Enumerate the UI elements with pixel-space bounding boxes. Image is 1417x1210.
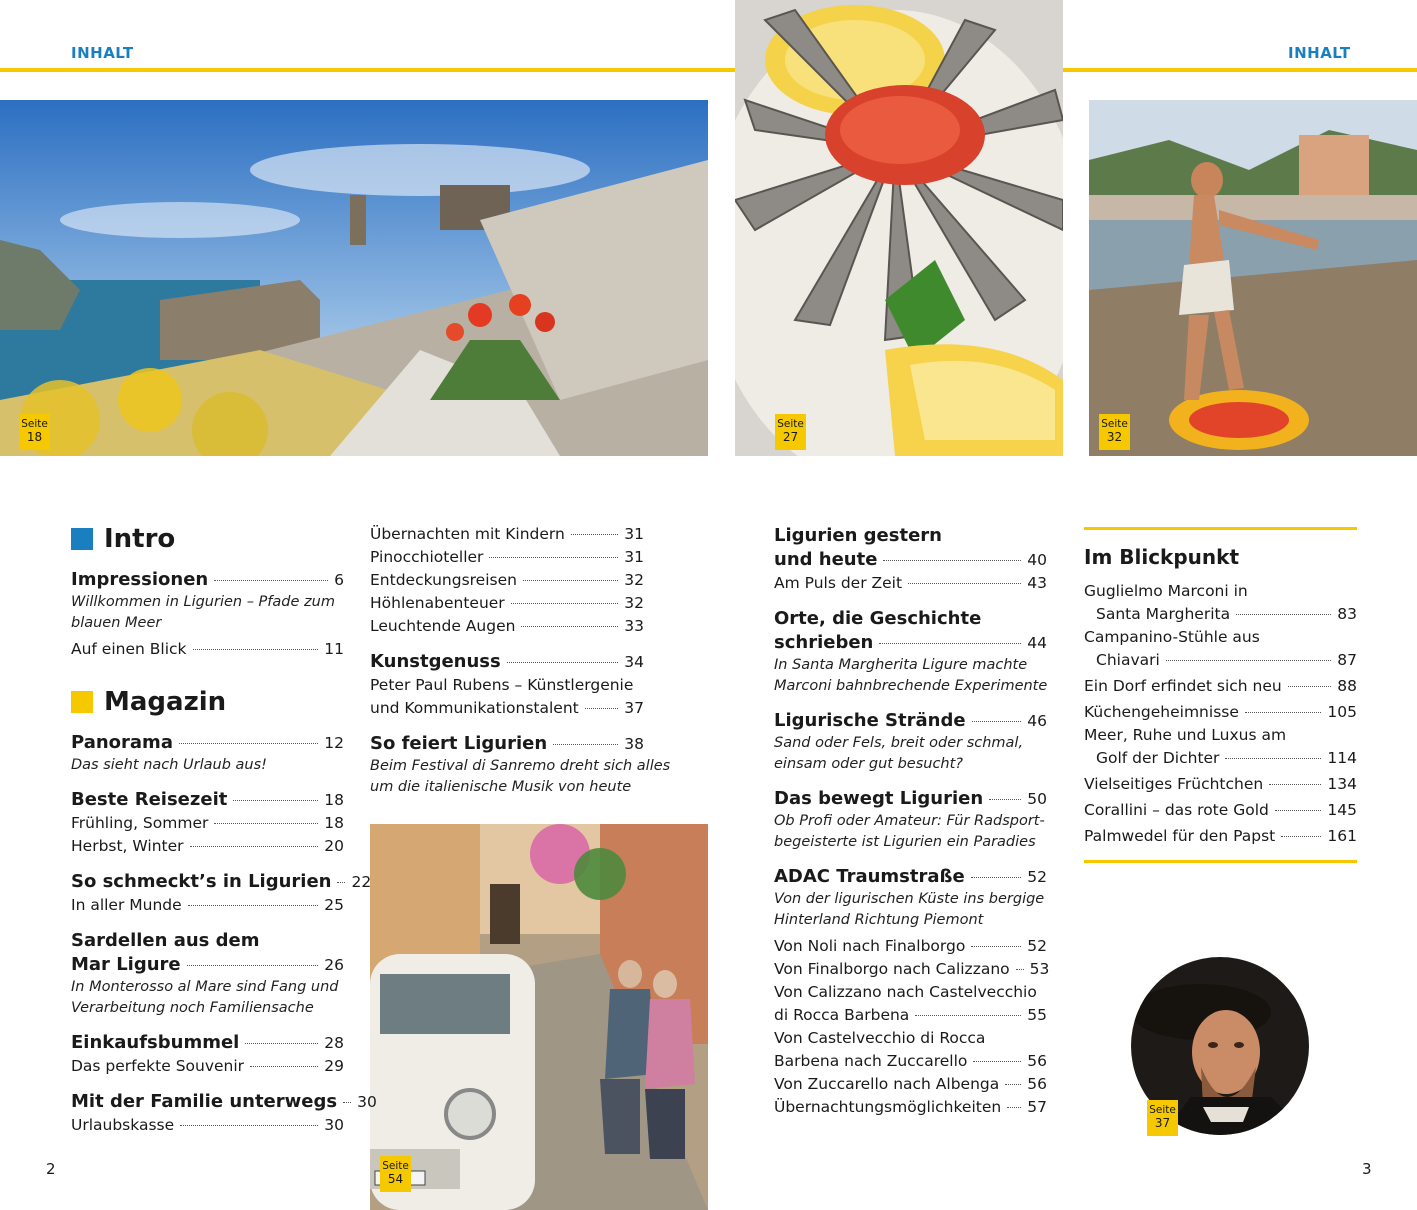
blickpunkt-title: Im Blickpunkt [1084,545,1240,569]
toc-entry-hoehlen[interactable]: Höhlenabenteuer 32 [370,594,644,612]
toc-entry-augen[interactable]: Leuchtende Augen 33 [370,617,644,635]
toc-entry-in-aller-munde[interactable]: In aller Munde 25 [71,896,344,914]
toc-entry-orte[interactable]: schrieben 44 [774,632,1047,653]
page-number-right: 3 [1362,1160,1372,1178]
toc-entry-uebernachtung[interactable]: Übernachtungsmöglichkeiten 57 [774,1098,1047,1116]
photo-beach-boy-art [1089,100,1417,456]
toc-entry-impressionen[interactable]: Impressionen 6 [71,569,344,590]
toc-desc: Von der ligurischen Küste ins bergige [774,891,1045,907]
toc-desc: Marconi bahnbrechende Experimente [774,678,1048,694]
toc-entry-orte-line1[interactable]: Orte, die Geschichte [774,608,982,629]
toc-desc: Willkommen in Ligurien – Pfade zum [71,594,335,610]
photo-sardines-art [735,0,1063,456]
toc-column-3 [774,524,1050,1119]
toc-column-4 [1084,544,1357,848]
toc-entry-castelvecchio[interactable]: Barbena nach Zuccarello 56 [774,1052,1047,1070]
toc-entry-beste-reisezeit[interactable]: Beste Reisezeit 18 [71,789,344,810]
toc-entry-kunstgenuss[interactable]: Kunstgenuss 34 [370,651,644,672]
toc-desc: blauen Meer [71,615,162,631]
photo-beach-boy [1089,100,1417,456]
toc-entry-zuccarello[interactable]: Von Zuccarello nach Albenga 56 [774,1075,1047,1093]
toc-entry-bewegt[interactable]: Das bewegt Ligurien 50 [774,788,1047,809]
header-label-right: INHALT [1288,44,1351,62]
toc-entry-gestern[interactable]: und heute 40 [774,549,1047,570]
toc-entry-fruehling-sommer[interactable]: Frühling, Sommer 18 [71,814,344,832]
toc-entry-panorama[interactable]: Panorama 12 [71,732,344,753]
toc-column-1 [71,524,377,1137]
toc-desc: Verarbeitung noch Familiensache [71,1000,314,1016]
header-label-left: INHALT [71,44,134,62]
toc-entry-auf-einen-blick[interactable]: Auf einen Blick 11 [71,640,344,658]
toc-entry-marconi[interactable]: Santa Margherita 83 [1096,605,1357,623]
photo-portovenere-art [0,100,708,456]
toc-entry-dorf[interactable]: Ein Dorf erfindet sich neu 88 [1084,677,1357,695]
photo-street-fiat-art [370,824,708,1210]
blickpunkt-rule-bottom [1084,860,1357,863]
toc-entry-noli[interactable]: Von Noli nach Finalborgo 52 [774,937,1047,955]
toc-entry-souvenir[interactable]: Das perfekte Souvenir 29 [71,1057,344,1075]
toc-desc: In Santa Margherita Ligure machte [774,657,1028,673]
toc-entry-campanino[interactable]: Chiavari 87 [1096,651,1357,669]
toc-entry-finalborgo[interactable]: Von Finalborgo nach Calizzano 53 [774,960,1050,978]
toc-entry-rubens[interactable]: und Kommunikationstalent 37 [370,699,644,717]
toc-desc: Beim Festival di Sanremo dreht sich alles [370,758,671,774]
intro-square [71,528,93,550]
toc-entry-herbst-winter[interactable]: Herbst, Winter 20 [71,837,344,855]
toc-entry-kueche[interactable]: Küchengeheimnisse 105 [1084,703,1357,721]
toc-entry-corallini[interactable]: Corallini – das rote Gold 145 [1084,801,1357,819]
page-badge-37: Seite 37 [1147,1100,1178,1136]
toc-entry-castelvecchio-line1[interactable]: Von Castelvecchio di Rocca [774,1029,986,1047]
toc-entry-calizzano[interactable]: di Rocca Barbena 55 [774,1006,1047,1024]
toc-entry-palmwedel[interactable]: Palmwedel für den Papst 161 [1084,827,1357,845]
toc-entry-urlaubskasse[interactable]: Urlaubskasse 30 [71,1116,344,1134]
toc-entry-calizzano-line1[interactable]: Von Calizzano nach Castelvecchio [774,983,1037,1001]
photo-street-fiat [370,824,708,1210]
toc-entry-meer[interactable]: Golf der Dichter 114 [1096,749,1357,767]
toc-desc: um die italienische Musik von heute [370,779,632,795]
page-badge-27: Seite 27 [775,414,806,450]
toc-entry-pinocchio[interactable]: Pinocchioteller 31 [370,548,644,566]
toc-entry-familie[interactable]: Mit der Familie unterwegs 30 [71,1091,377,1112]
page-number-left: 2 [46,1160,56,1178]
photo-sardines [735,0,1063,456]
toc-entry-meer-line1[interactable]: Meer, Ruhe und Luxus am [1084,726,1287,744]
blickpunkt-rule-top [1084,527,1357,530]
page-badge-18: Seite 18 [19,414,50,450]
magazin-square [71,691,93,713]
toc-desc: Das sieht nach Urlaub aus! [71,757,267,773]
toc-entry-puls[interactable]: Am Puls der Zeit 43 [774,574,1047,592]
toc-entry-campanino-line1[interactable]: Campanino-Stühle aus [1084,628,1260,646]
toc-entry-adac[interactable]: ADAC Traumstraße 52 [774,866,1047,887]
toc-entry-so-schmeckts[interactable]: So schmeckt’s in Ligurien 22 [71,871,372,892]
toc-desc: einsam oder gut besucht? [774,756,963,772]
page-badge-54: Seite 54 [380,1156,411,1192]
toc-entry-fruechtchen[interactable]: Vielseitiges Früchtchen 134 [1084,775,1357,793]
header-rule-left [0,68,735,72]
section-magazin [71,687,344,717]
toc-desc: Ob Profi oder Amateur: Für Radsport- [774,813,1045,829]
toc-entry-entdeckung[interactable]: Entdeckungsreisen 32 [370,571,644,589]
toc-entry-sardellen-line1[interactable]: Sardellen aus dem [71,930,260,951]
toc-desc: Sand oder Fels, breit oder schmal, [774,735,1024,751]
toc-entry-einkaufsbummel[interactable]: Einkaufsbummel 28 [71,1032,344,1053]
photo-portovenere [0,100,708,456]
section-intro [71,524,344,554]
toc-desc: begeisterte ist Ligurien ein Paradies [774,834,1036,850]
toc-desc: Hinterland Richtung Piemont [774,912,984,928]
toc-column-2 [370,523,671,798]
toc-entry-so-feiert[interactable]: So feiert Ligurien 38 [370,733,644,754]
toc-entry-sardellen[interactable]: Mar Ligure 26 [71,954,344,975]
page-badge-32: Seite 32 [1099,414,1130,450]
header-rule-right [1063,68,1417,72]
toc-entry-marconi-line1[interactable]: Guglielmo Marconi in [1084,582,1248,600]
section-intro-title: Intro [104,524,176,554]
toc-entry-kinder[interactable]: Übernachten mit Kindern 31 [370,525,644,543]
toc-entry-straende[interactable]: Ligurische Strände 46 [774,710,1047,731]
toc-entry-gestern-line1[interactable]: Ligurien gestern [774,525,942,546]
toc-entry-rubens-line1[interactable]: Peter Paul Rubens – Künstlergenie [370,676,634,694]
section-magazin-title: Magazin [104,687,227,717]
toc-desc: In Monterosso al Mare sind Fang und [71,979,339,995]
